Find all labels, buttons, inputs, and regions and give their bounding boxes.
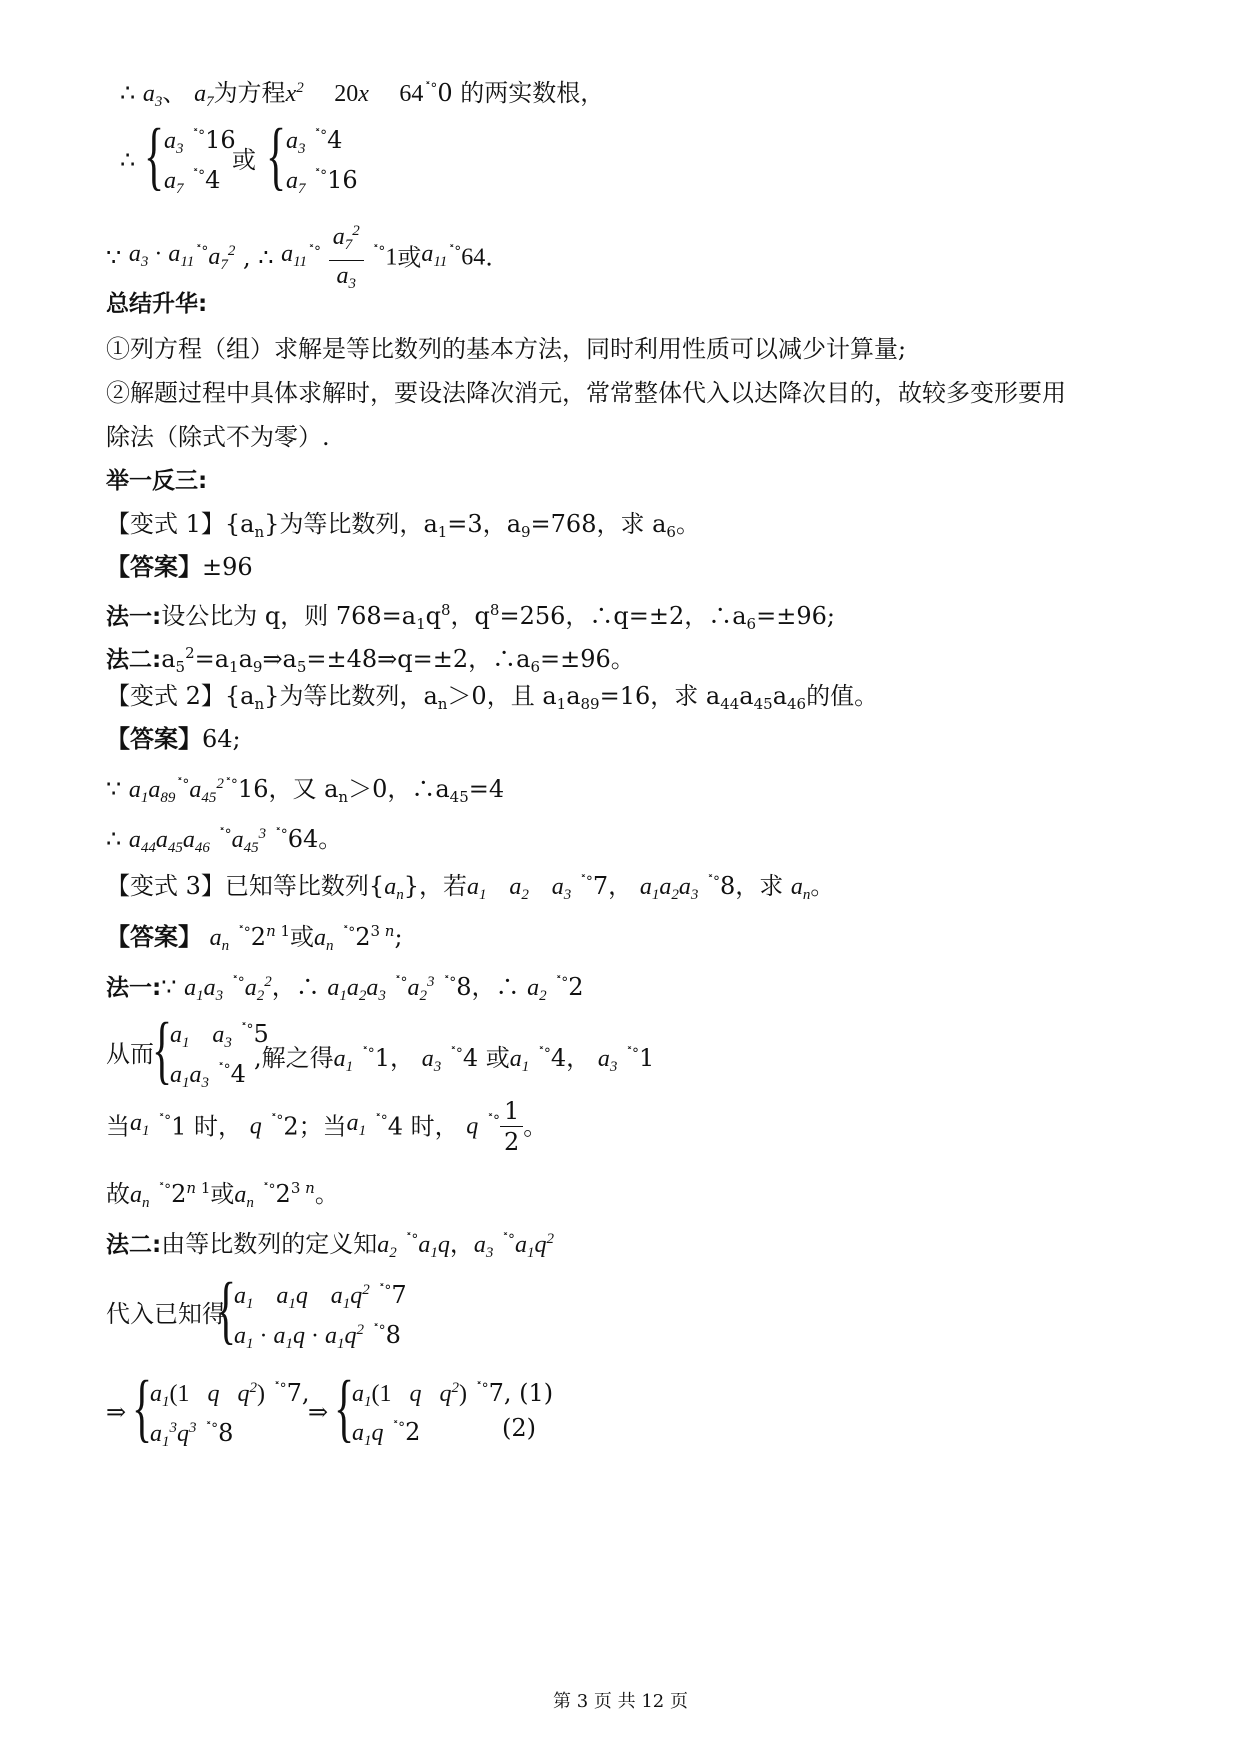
variant-1: 【变式 1】$\{a_n\}$为等比数列，$a_1=3$，$a_9=768$，求 $a_6$。 <box>106 510 700 541</box>
fraction: $\frac{1}{2}$ <box>500 1096 523 1157</box>
variant-2-step-1: ∵ $a_1a_{89}^{˟^\circ}a_{45}^{2˟^\circ}16$，又 $a_n>0$，$\therefore a_{45}=4$ <box>106 775 505 806</box>
summary-item-2a: ②解题过程中具体求解时，要设法降次消元，常常整体代入以达降次目的，故较多变形要用 <box>106 379 1066 407</box>
variant-2: 【变式 2】$\{a_n\}$为等比数列，$a_n>0$，且 $a_1a_{89}=16$，求 $a_{44}a_{45}a_{46}$的值。 <box>106 682 879 713</box>
intro-line-3: ∵ $a_3 \cdot a_{11}^{˟^\circ}a_7^2$ , ∴ $a_{11}^{˟^\circ}$ $\frac{a_7^2}{a_3}$ ˟°1或$a_{11}^{˟^\circ}64$. <box>106 216 493 282</box>
left-brace: { <box>132 1366 153 1450</box>
practice-heading: 举一反三: <box>106 468 208 494</box>
variant-3: 【变式 3】已知等比数列$\{a_n\}$，若$a_1$ $a_2$ $a_3$ ˟°7， $a_1a_2a_3$ ˟°8，求 $a_n$。 <box>106 872 835 903</box>
equals-glyph: ˟° <box>424 81 437 97</box>
document-page: ∴ $a_3$、 $a_7$为方程$x^2$ 20x 64˟°0 的两实数根， ∴ { $a_3$ ˟°16 $a_7$ ˟°4 或 { $a_3$ ˟°4 $a_7$ ˟°16 ∵ $a_3 \cdot a_{11}^{˟^\circ}a_7^2$ , ∴ $a_{11}^{˟^\circ}$ $\frac{a_7^2}{a_3}$ ˟°1或$a_{11}^{˟^\circ}64$. 总结升华: ①列方程（组）求解是等比数列的基本方法，同时利用性质可以减少计算量; ②解题过程中具体求解时，要设法降次消元，常常整体代入以达降次目的，故较多变形要用 除法（除式不为零）. 举一反三: 【变式 1】$\{a_n\}$为等比数列，$a_1=3$，$a_9=768$，求 $a_6$。 【答案】±96 法一:设公比为 q，则 $768=a_1q^8$，$q^8=256$，∴q=±2，$\therefore a_6=\pm 96$; 法二$:a_5^2=a_1a_9\Rightarrow a_5=\pm 48\Rightarrow q=\pm 2$，$\therefore a_6=\pm 96$。 【变式 2】$\{a_n\}$为等比数列，$a_n>0$，且 $a_1a_{89}=16$，求 $a_{44}a_{45}a_{46}$的值。 【答案】64; ∵ $a_1a_{89}^{˟^\circ}a_{45}^{2˟^\circ}16$，又 $a_n>0$，$\therefore a_{45}=4$ ∴ $a_{44}a_{45}a_{46}$ $^{˟^\circ}a_{45}^3$ ˟°64。 【变式 3】已知等比数列$\{a_n\}$，若$a_1$ $a_2$ $a_3$ ˟°7， $a_1a_2a_3$ ˟°8，求 $a_n$。 【答案】 $a_n$ $^{˟^\circ}2^{n 1}$或$a_n$ $^{˟^\circ}2^{3 n}$; 法一:∵ $a_1a_3$ $^{˟^\circ}a_2^2$，∴ $a_1a_2a_3$ $^{˟^\circ}a_2^3$ ˟°8，∴ $a_2$ ˟°2 从而 { $a_1$ $a_3$ ˟°5 $a_1a_3$ ˟°4 ,解之得$a_1$ ˟°1， $a_3$ ˟°4 或$a_1$ ˟°4， $a_3$ ˟°1 当$a_1$ ˟°1 时， q ˟°2；当$a_1$ ˟°4 时， q ˟° $\frac{1}{2}$ 。 故$a_n$ $^{˟^\circ}2^{n 1}$或$a_n$ $^{˟^\circ}2^{3 n}$。 法二:由等比数列的定义知$a_2$ $^{˟^\circ}a_1q$，$a_3$ $^{˟^\circ}a_1q^2$ 代入已知得 { $a_1$ $a_1q$ $a_1q^2$ ˟°7 $a_1 \cdot a_1q \cdot a_1q^2$ ˟°8 ⇒ { $a_1(1$ q $q^2$) ˟°7, $a_1^3q^3$ ˟°8 ⇒ { $a_1(1$ q $q^2$) ˟°7, (1) $a_1q$ ˟°2 (2) 第 3 页 共 12 页 <box>0 0 1241 1754</box>
method-3-1: 法一:∵ $a_1a_3$ $^{˟^\circ}a_2^2$，∴ $a_1a_2a_3$ $^{˟^\circ}a_2^3$ ˟°8，∴ $a_2$ ˟°2 <box>106 973 584 1004</box>
fraction: $\frac{a_7^2}{a_3}$ <box>329 216 364 299</box>
method-1: 法一:设公比为 q，则 $768=a_1q^8$，$q^8=256$，∴q=±2，$\therefore a_6=\pm 96$; <box>106 601 835 633</box>
summary-item-2b: 除法（除式不为零）. <box>106 423 330 451</box>
therefore-symbol: ∴ <box>120 79 136 107</box>
intro-line-1: ∴ $a_3$、 $a_7$为方程$x^2$ 20x 64˟°0 的两实数根， <box>120 79 605 110</box>
therefore-symbol: ∴ <box>120 146 136 174</box>
left-brace: { <box>152 1008 173 1092</box>
page-footer: 第 3 页 共 12 页 <box>553 1691 688 1712</box>
method-3-2: 法二:由等比数列的定义知$a_2$ $^{˟^\circ}a_1q$，$a_3$ $^{˟^\circ}a_1q^2$ <box>106 1230 554 1261</box>
method-3-1-when: 当$a_1$ ˟°1 时， q ˟°2；当$a_1$ ˟°4 时， q ˟° $\frac{1}{2}$ 。 <box>106 1097 548 1156</box>
answer-2: 【答案】64; <box>106 724 241 753</box>
left-brace: { <box>334 1366 355 1450</box>
left-brace: { <box>144 114 165 198</box>
summary-heading: 总结升华: <box>106 291 208 317</box>
summary-item-1: ①列方程（组）求解是等比数列的基本方法，同时利用性质可以减少计算量; <box>106 335 907 363</box>
method-2: 法二$:a_5^2=a_1a_9\Rightarrow a_5=\pm 48\Rightarrow q=\pm 2$，$\therefore a_6=\pm 96$。 <box>106 644 635 676</box>
left-brace: { <box>216 1268 237 1352</box>
answer-1: 【答案】±96 <box>106 552 253 581</box>
answer-3: 【答案】 $a_n$ $^{˟^\circ}2^{n 1}$或$a_n$ $^{˟^\circ}2^{3 n}$; <box>106 922 403 954</box>
method-3-1-conclusion: 故$a_n$ $^{˟^\circ}2^{n 1}$或$a_n$ $^{˟^\circ}2^{3 n}$。 <box>106 1179 339 1211</box>
variant-2-step-2: ∴ $a_{44}a_{45}a_{46}$ $^{˟^\circ}a_{45}^3$ ˟°64。 <box>106 825 343 856</box>
left-brace: { <box>266 114 287 198</box>
